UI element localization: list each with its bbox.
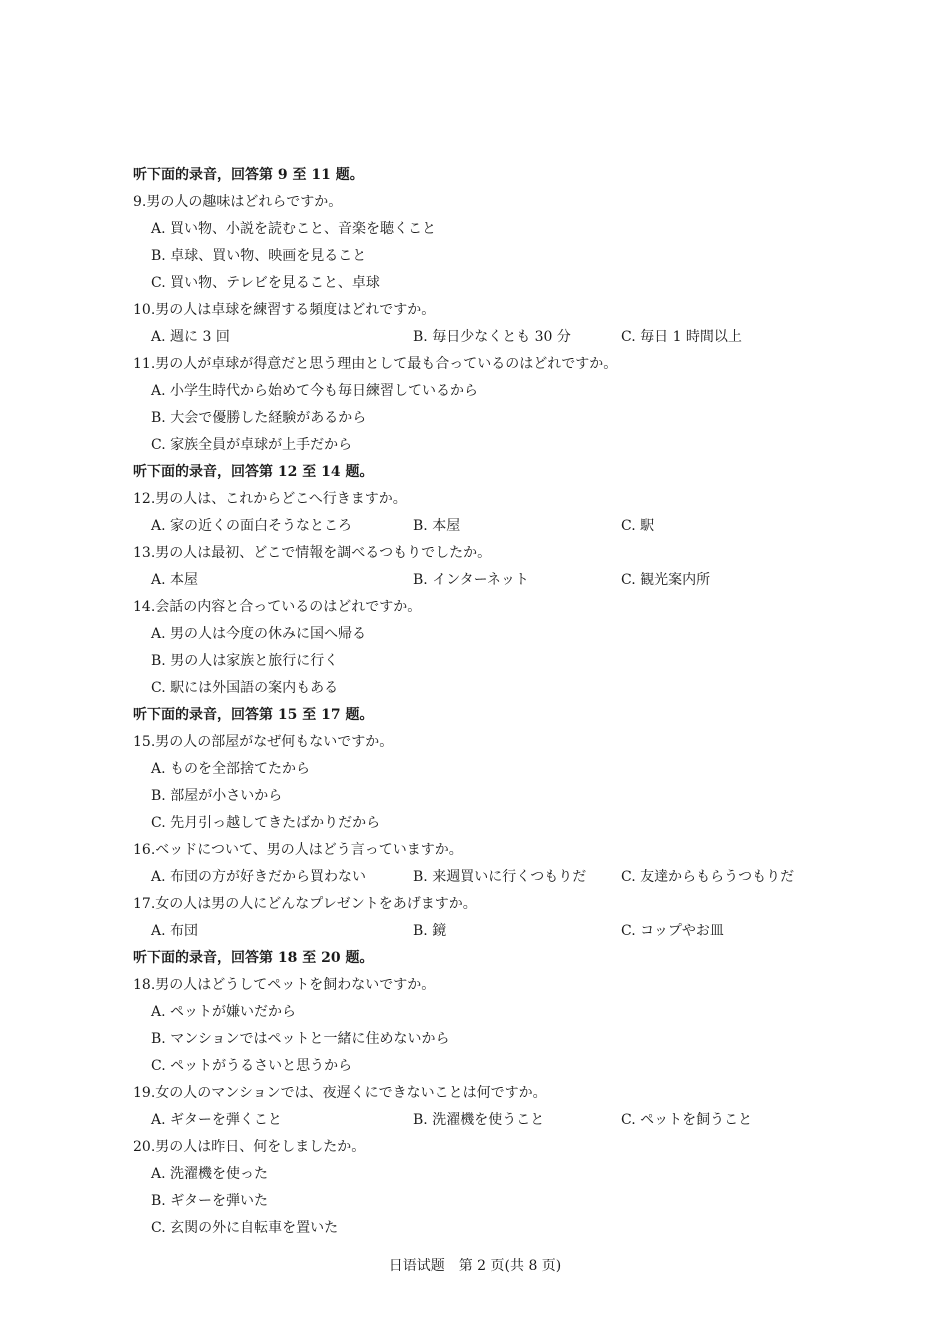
question-14 — [133, 594, 853, 621]
option-b: B. 卓球、買い物、映画を見ること — [151, 248, 367, 264]
option-b: B. 大会で優勝した経験があるから — [151, 410, 367, 426]
section-instruction: 听下面的录音，回答第 18 至 20 题。 — [133, 950, 374, 966]
option-b: B. マンションではペットと一緒に住めないから — [151, 1031, 450, 1047]
question-text: 会話の内容と合っているのはどれですか。 — [155, 599, 422, 615]
option-a: A. 本屋 — [151, 572, 199, 588]
question-number: 15. — [133, 734, 156, 750]
option-c: C. ペットを飼うこと — [621, 1112, 753, 1128]
option-a: A. 布団 — [151, 923, 199, 939]
option-a: A. ギターを弾くこと — [151, 1112, 282, 1128]
question-number: 18. — [133, 977, 156, 993]
option-a: A. 週に 3 回 — [151, 329, 230, 345]
question-number: 10. — [133, 302, 156, 318]
option-a: A. 小学生時代から始めて今も毎日練習しているから — [151, 383, 479, 399]
option-a: A. 洗濯機を使った — [151, 1166, 269, 1182]
question-number: 12. — [133, 491, 156, 507]
option-b: B. ギターを弾いた — [151, 1193, 269, 1209]
question-18 — [133, 972, 853, 999]
question-19 — [133, 1080, 853, 1107]
option-b: B. 男の人は家族と旅行に行く — [151, 653, 339, 669]
option-b: B. 毎日少なくとも 30 分 — [413, 329, 571, 345]
question-number: 9. — [133, 194, 147, 210]
option-row — [133, 1107, 853, 1134]
question-text: 男の人は卓球を練習する頻度はどれですか。 — [155, 302, 436, 318]
question-number: 11. — [133, 356, 156, 372]
option-b: B. インターネット — [413, 572, 529, 588]
option-b: B. 部屋が小さいから — [151, 788, 283, 804]
option-b: B. 洗濯機を使うこと — [413, 1112, 545, 1128]
option-row — [133, 918, 853, 945]
question-text: 男の人の部屋がなぜ何もないですか。 — [155, 734, 394, 750]
option-a: A. ペットが嫌いだから — [151, 1004, 297, 1020]
question-number: 13. — [133, 545, 156, 561]
option-a: A. 家の近くの面白そうなところ — [151, 518, 353, 534]
section-instruction: 听下面的录音，回答第 15 至 17 题。 — [133, 707, 374, 723]
option-c: C. 観光案内所 — [621, 572, 711, 588]
question-20 — [133, 1134, 853, 1161]
option-row — [133, 324, 853, 351]
exam-content — [133, 162, 853, 1242]
question-text: 女の人は男の人にどんなプレゼントをあげますか。 — [155, 896, 477, 912]
page-footer: 日语试题 第 2 页(共 8 页) — [388, 1258, 562, 1274]
option-b: B. 来週買いに行くつもりだ — [413, 869, 587, 885]
option-c: C. 家族全員が卓球が上手だから — [151, 437, 353, 453]
question-number: 17. — [133, 896, 156, 912]
question-17 — [133, 891, 853, 918]
option-row — [133, 567, 853, 594]
question-11 — [133, 351, 853, 378]
question-text: 男の人はどうしてペットを飼わないですか。 — [155, 977, 436, 993]
question-text: 男の人の趣味はどれらですか。 — [146, 194, 343, 210]
option-row — [133, 864, 853, 891]
question-12 — [133, 486, 853, 513]
question-16 — [133, 837, 853, 864]
option-a: A. ものを全部捨てたから — [151, 761, 311, 777]
question-text: 男の人は、これからどこへ行きますか。 — [155, 491, 407, 507]
option-a: A. 男の人は今度の休みに国へ帰る — [151, 626, 367, 642]
question-number: 16. — [133, 842, 156, 858]
question-number: 20. — [133, 1139, 156, 1155]
option-c: C. 買い物、テレビを見ること、卓球 — [151, 275, 380, 291]
option-row — [133, 513, 853, 540]
question-9 — [133, 189, 853, 216]
question-text: 男の人が卓球が得意だと思う理由として最も合っているのはどれですか。 — [155, 356, 618, 372]
question-10 — [133, 297, 853, 324]
option-c: C. 玄関の外に自転車を置いた — [151, 1220, 339, 1236]
option-c: C. 毎日 1 時間以上 — [621, 329, 742, 345]
section-instruction: 听下面的录音，回答第 9 至 11 题。 — [133, 167, 364, 183]
option-c: C. ペットがうるさいと思うから — [151, 1058, 353, 1074]
option-b: B. 鏡 — [413, 923, 447, 939]
option-c: C. 駅 — [621, 518, 655, 534]
option-c: C. 先月引っ越してきたばかりだから — [151, 815, 381, 831]
option-c: C. 友達からもらうつもりだ — [621, 869, 795, 885]
option-a: A. 買い物、小説を読むこと、音楽を聴くこと — [151, 221, 437, 237]
question-number: 14. — [133, 599, 156, 615]
option-c: C. 駅には外国語の案内もある — [151, 680, 339, 696]
option-c: C. コップやお皿 — [621, 923, 724, 939]
question-text: 男の人は最初、どこで情報を調べるつもりでしたか。 — [155, 545, 492, 561]
question-15 — [133, 729, 853, 756]
question-13 — [133, 540, 853, 567]
question-text: 女の人のマンションでは、夜遅くにできないことは何ですか。 — [155, 1085, 547, 1101]
option-a: A. 布団の方が好きだから買わない — [151, 869, 367, 885]
question-number: 19. — [133, 1085, 156, 1101]
section-instruction: 听下面的录音，回答第 12 至 14 题。 — [133, 464, 374, 480]
option-b: B. 本屋 — [413, 518, 461, 534]
question-text: 男の人は昨日、何をしましたか。 — [155, 1139, 366, 1155]
question-text: ベッドについて、男の人はどう言っていますか。 — [155, 842, 463, 858]
